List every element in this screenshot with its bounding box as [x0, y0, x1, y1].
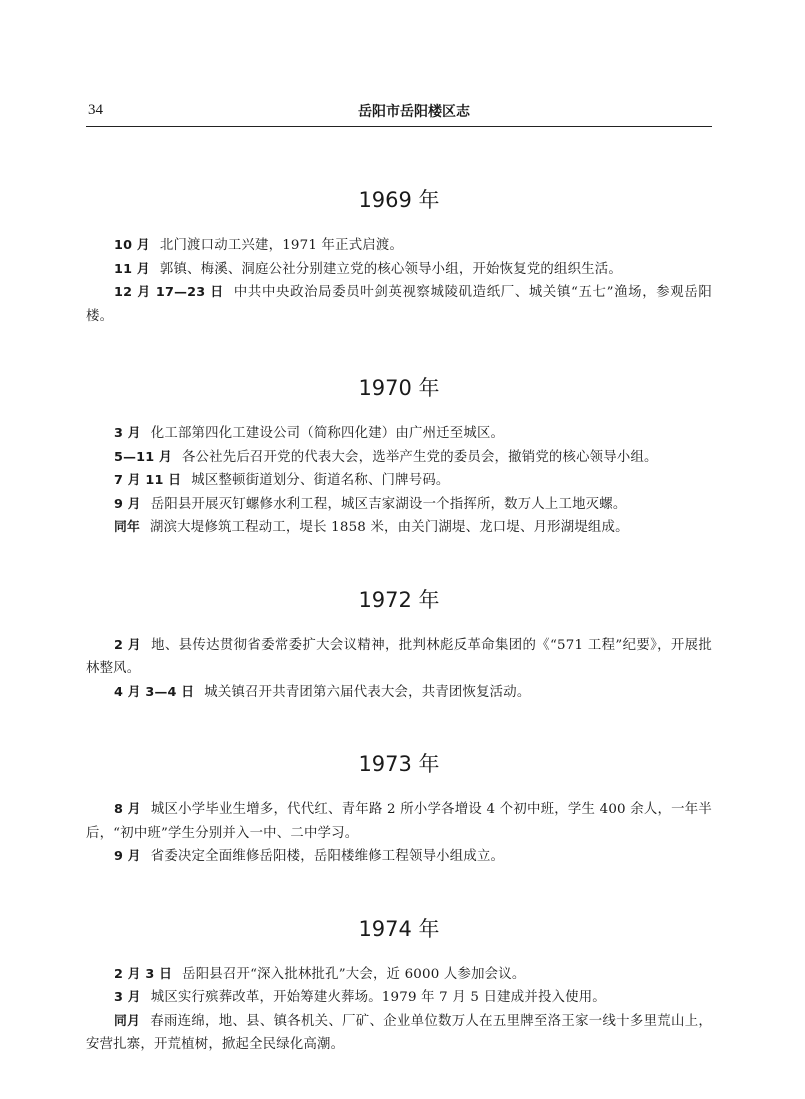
- entry-text: 湖滨大堤修筑工程动工，堤长 1858 米，由关门湖堤、龙口堤、月形湖堤组成。: [150, 520, 629, 535]
- chronicle-entry: [86, 634, 712, 681]
- entry-date: 12 月 17—23 日: [114, 285, 224, 300]
- entry-date: 2 月: [114, 637, 142, 653]
- year-section-1970: [86, 368, 712, 540]
- entry-text: 城区整顿街道划分、街道名称、门牌号码。: [191, 473, 450, 488]
- entry-date: 11 月: [114, 261, 150, 277]
- entry-text: 春雨连绵，地、县、镇各机关、厂矿、企业单位数万人在五里牌至洛王家一线十多里荒山上，安营扎寨，开荒植树，掀起全民绿化高潮。: [86, 1013, 713, 1052]
- entry-text: 郭镇、梅溪、洞庭公社分别建立党的核心领导小组，开始恢复党的组织生活。: [159, 261, 622, 277]
- entry-date: 4 月 3—4 日: [114, 684, 195, 700]
- entry-date: 同年: [114, 520, 140, 535]
- chronicle-entry: [86, 798, 712, 845]
- chronicle-entry: [86, 1010, 712, 1057]
- chronicle-entry: [86, 422, 712, 446]
- entry-date: 7 月 11 日: [114, 473, 182, 488]
- entry-text: 城关镇召开共青团第六届代表大会，共青团恢复活动。: [204, 684, 531, 700]
- chronicle-entry: [86, 234, 712, 258]
- entry-date: 2 月 3 日: [114, 966, 173, 982]
- entry-date: 9 月: [114, 849, 141, 864]
- entry-date: 9 月: [114, 496, 141, 512]
- page-number: 34: [88, 102, 103, 118]
- chronicle-entry: [86, 516, 712, 540]
- entry-text: 省委决定全面维修岳阳楼，岳阳楼维修工程领导小组成立。: [150, 849, 505, 864]
- year-section-1969: [86, 180, 712, 328]
- chronicle-entry: [86, 493, 712, 517]
- chronicle-entry: [86, 963, 712, 987]
- chronicle-entry: [86, 681, 712, 705]
- year-heading: 1973 年: [358, 752, 440, 776]
- chronicle-content: [86, 180, 712, 1097]
- chronicle-entry: [86, 446, 712, 470]
- entry-text: 岳阳县召开“深入批林批孔”大会，近 6000 人参加会议。: [182, 966, 526, 982]
- entry-date: 同月: [114, 1013, 141, 1029]
- year-heading: 1970 年: [358, 376, 440, 400]
- entry-text: 城区实行殡葬改革，开始筹建火葬场。1979 年 7 月 5 日建成并投入使用。: [150, 990, 606, 1005]
- entry-date: 8 月: [114, 802, 141, 817]
- entry-text: 中共中央政治局委员叶剑英视察城陵矶造纸厂、城关镇“五七”渔场，参观岳阳楼。: [86, 285, 712, 324]
- year-section-1974: [86, 909, 712, 1057]
- entry-date: 10 月: [114, 238, 150, 253]
- chronicle-entry: [86, 469, 712, 493]
- entry-text: 岳阳县开展灭钉螺修水利工程，城区吉家湖设一个指挥所，数万人上工地灭螺。: [150, 496, 627, 512]
- entry-text: 各公社先后召开党的代表大会，选举产生党的委员会，撤销党的核心领导小组。: [181, 449, 658, 465]
- book-title: 岳阳市岳阳楼区志: [358, 104, 470, 120]
- chronicle-entry: [86, 281, 712, 328]
- entry-text: 地、县传达贯彻省委常委扩大会议精神，批判林彪反革命集团的《“571 工程”纪要》，开展批林整风。: [86, 637, 712, 676]
- year-section-1973: [86, 744, 712, 869]
- year-section-1972: [86, 580, 712, 705]
- entry-date: 5—11 月: [114, 449, 172, 465]
- entry-text: 北门渡口动工兴建，1971 年正式启渡。: [159, 238, 404, 253]
- chronicle-entry: [86, 986, 712, 1010]
- page-header: [86, 96, 712, 127]
- year-heading: 1974 年: [358, 916, 440, 941]
- year-heading: 1972 年: [358, 587, 440, 612]
- entry-date: 3 月: [114, 426, 141, 441]
- entry-date: 3 月: [114, 990, 141, 1005]
- chronicle-entry: [86, 258, 712, 282]
- entry-text: 城区小学毕业生增多，代代红、青年路 2 所小学各增设 4 个初中班，学生 400 余人，一年半后，“初中班”学生分别并入一中、二中学习。: [86, 802, 712, 841]
- chronicle-entry: [86, 845, 712, 869]
- entry-text: 化工部第四化工建设公司（简称四化建）由广州迁至城区。: [150, 426, 505, 441]
- year-heading: 1969 年: [358, 188, 440, 212]
